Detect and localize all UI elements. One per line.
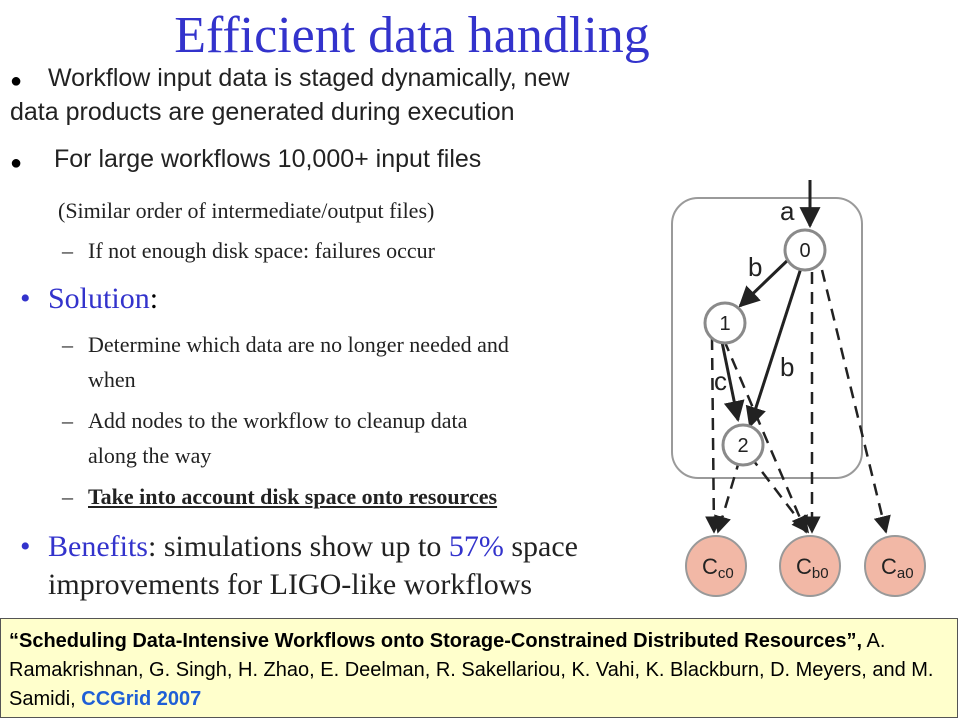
cleanup-node-label: Cc0: [702, 554, 734, 582]
sub-bullet-text: If not enough disk space: failures occur: [88, 238, 435, 263]
sub-bullet-text: when: [88, 367, 136, 392]
bullet-dot: ●: [10, 152, 23, 174]
bullet-text: Workflow input data is staged dynamically, new: [48, 64, 570, 92]
bullet-text: For large workflows 10,000+ input files: [54, 145, 482, 173]
reference-text: “Scheduling Data-Intensive Workflows onto Storage-Constrained Distributed Resources”, A. Ramakrishnan, G. Singh, H. Zhao, E. Deelman, R. Sakellariou, K. Vahi, K. Blackburn, D. Meyers, and M. Samidi, CCGrid 2007: [9, 630, 934, 710]
node-label: 1: [719, 313, 731, 335]
reference-box: [0, 618, 958, 718]
sub-bullet-text: Add nodes to the workflow to cleanup data: [88, 408, 468, 433]
workflow-boundary: [672, 198, 862, 478]
benefits-line: Benefits: simulations show up to 57% space: [48, 530, 578, 563]
bullet-marker: •: [20, 530, 31, 563]
bullet-text: data products are generated during execution: [10, 98, 515, 126]
sub-bullet-text: Take into account disk space onto resources: [88, 484, 498, 509]
node-label: 0: [799, 240, 811, 262]
benefits-line-2: improvements for LIGO-like workflows: [48, 568, 533, 601]
edge-b-0-2: [750, 268, 801, 426]
cleanup-node-label: Cb0: [796, 554, 829, 582]
sub-bullet-dash: –: [62, 238, 73, 263]
sub-bullet-dash: –: [62, 332, 73, 357]
edge-label: b: [748, 252, 763, 282]
solution-heading: Solution:: [48, 282, 159, 315]
cleanup-node-label: Ca0: [881, 554, 914, 582]
cleanup-edge: [750, 456, 808, 532]
cleanup-edge: [822, 270, 886, 532]
slide-title: Efficient data handling: [174, 7, 650, 64]
edge-label: c: [714, 366, 727, 396]
sub-bullet-text: along the way: [88, 443, 212, 468]
venue-label: CCGrid 2007: [81, 688, 202, 710]
workflow-diagram: [650, 180, 950, 610]
sub-bullet-text: Determine which data are no longer needed and: [88, 332, 509, 357]
sub-bullet-dash: –: [62, 484, 73, 509]
edge-label: b: [780, 352, 795, 382]
edge-label: a: [780, 196, 795, 226]
bullet-marker: •: [20, 282, 31, 315]
node-label: 2: [737, 435, 749, 457]
sub-bullet-dash: –: [62, 408, 73, 433]
bullet-note: (Similar order of intermediate/output files): [58, 198, 435, 223]
bullet-dot: ●: [10, 70, 23, 92]
cleanup-edge: [718, 458, 740, 532]
